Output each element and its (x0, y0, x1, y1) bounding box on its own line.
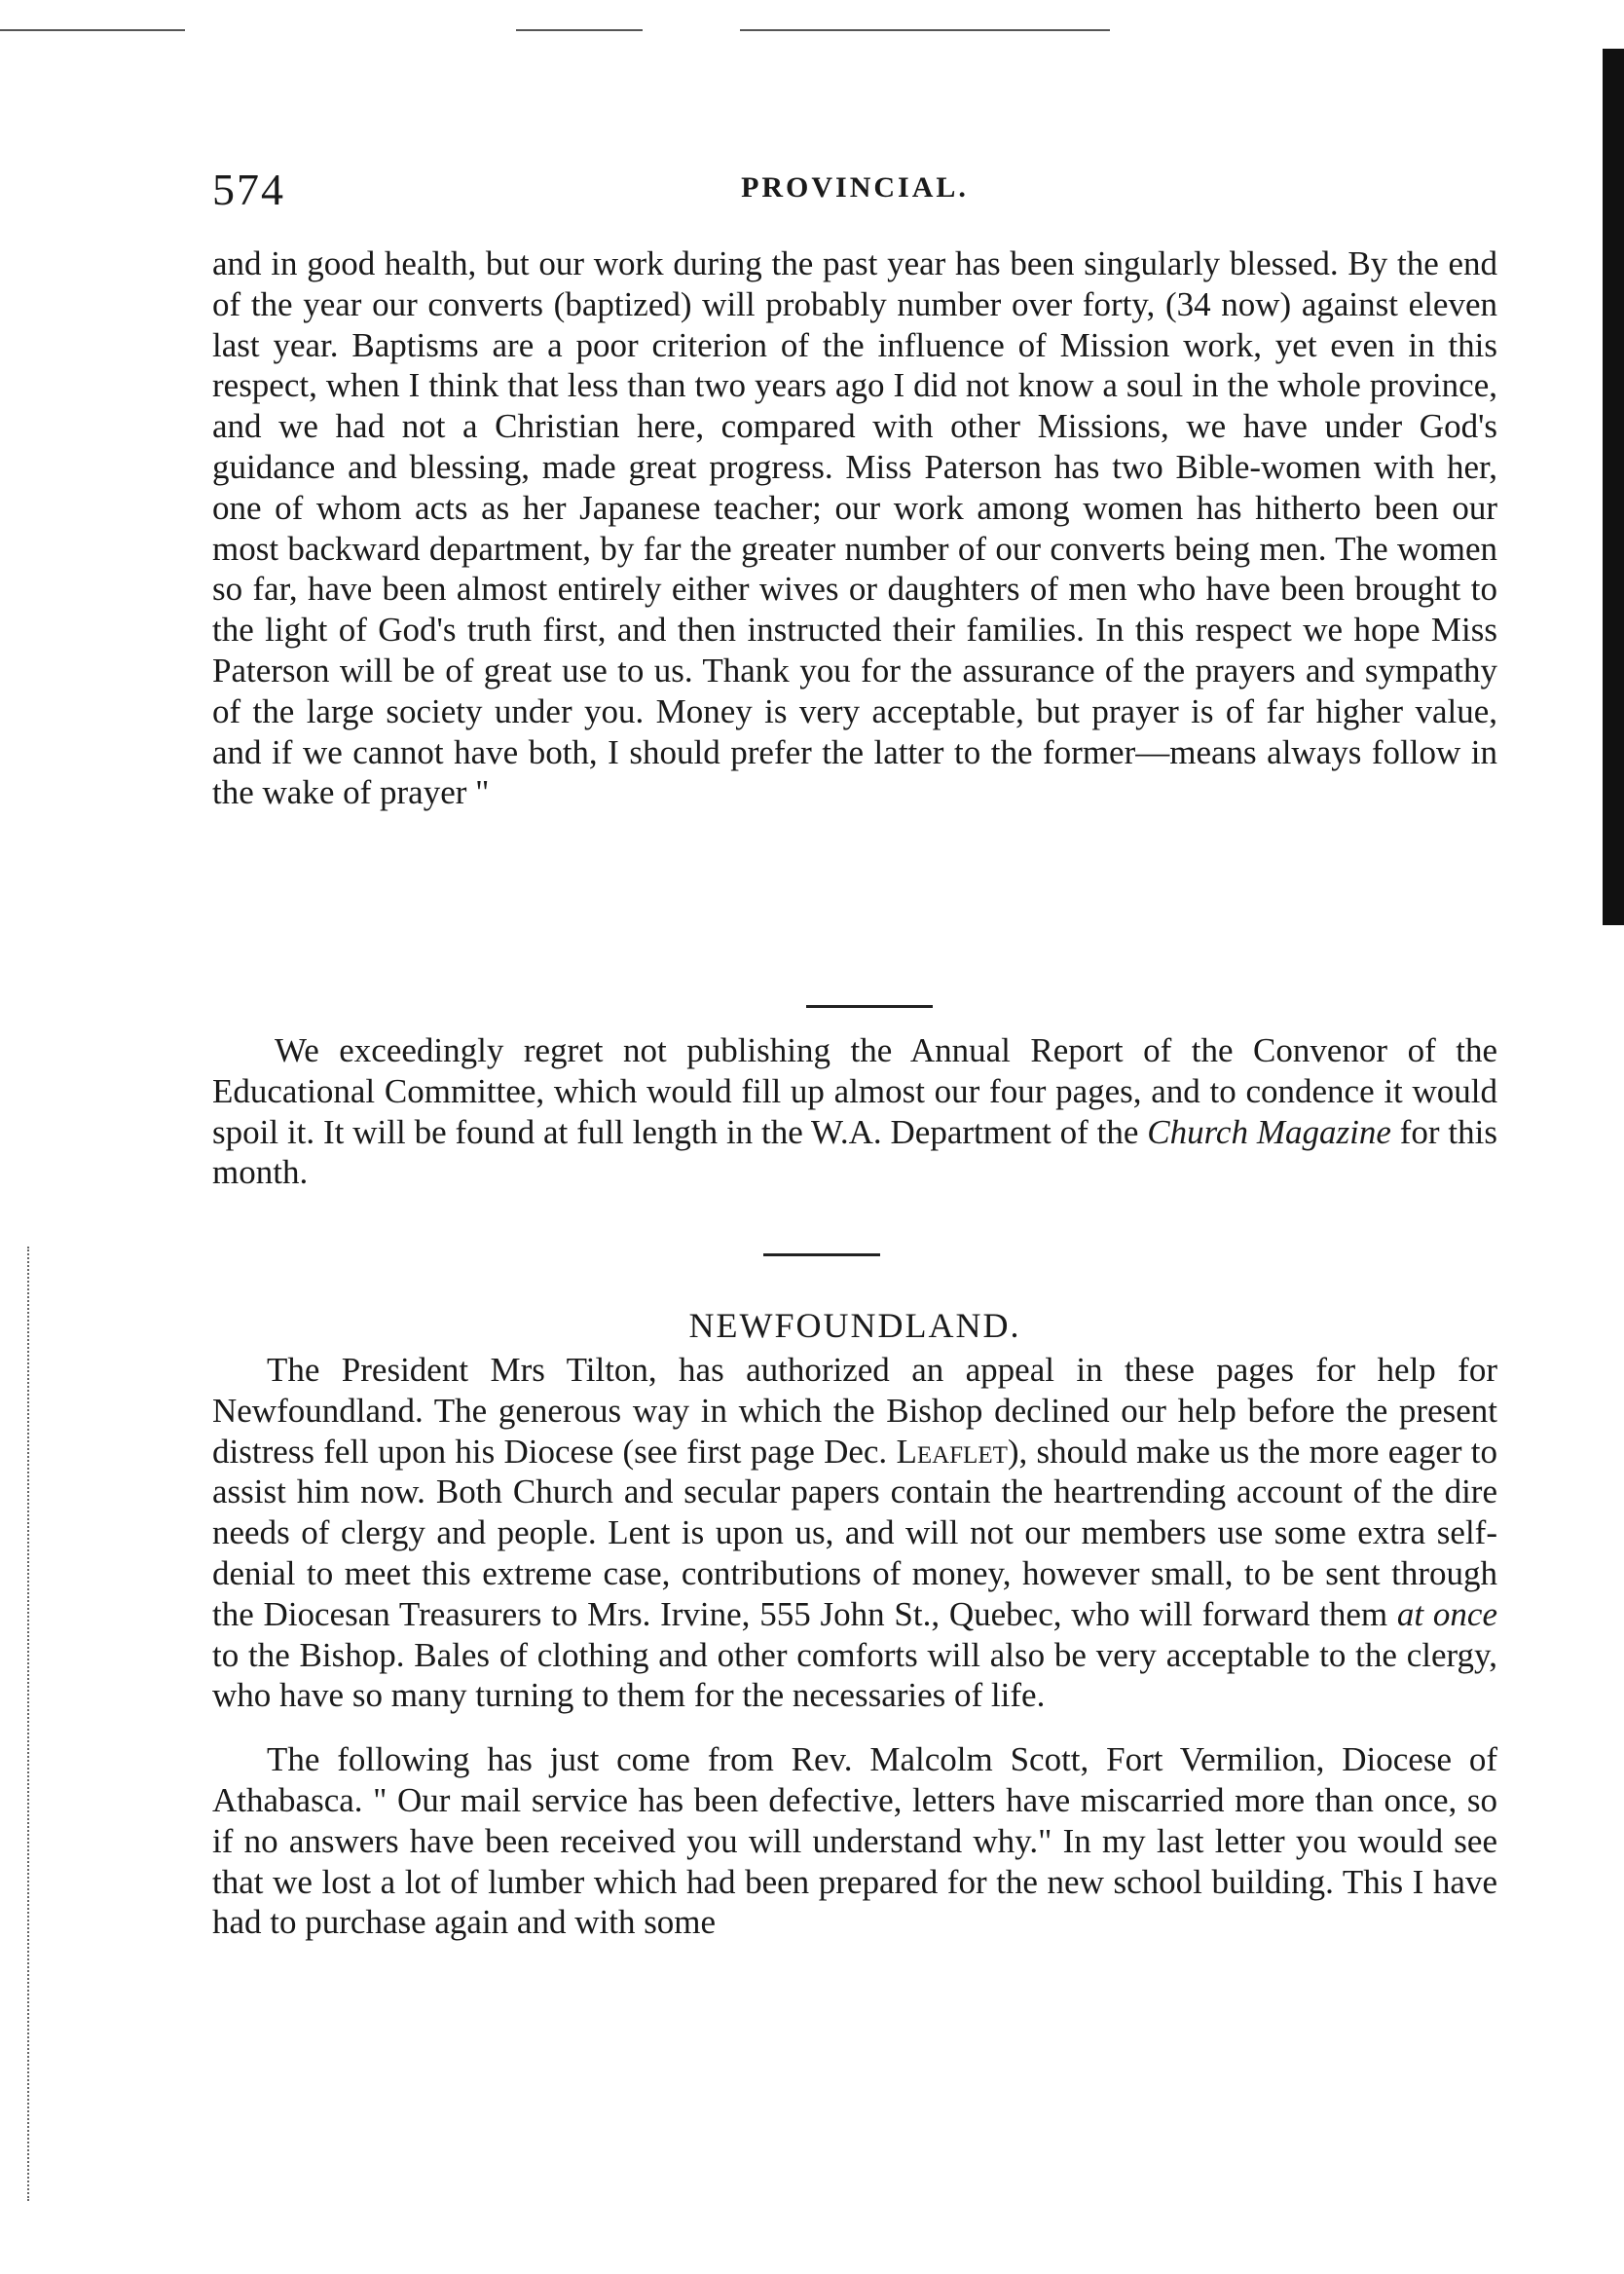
editorial-text-after: for this month. (212, 1112, 1497, 1192)
page-number: 574 (212, 165, 285, 214)
section-separator (806, 1005, 933, 1008)
running-head: PROVINCIAL. (741, 171, 969, 204)
at-once-emphasis: at once (1396, 1594, 1497, 1633)
letter-continuation (212, 243, 1497, 813)
section-heading: NEWFOUNDLAND. (688, 1306, 1021, 1345)
letter-paragraph: and in good health, but our work during the past year has been singularly blessed. By the end of the year our converts (baptized) will probably number over forty, (34 now) against eleven last year. Baptisms are a poor criterion of the influence of Mission work, yet even in this respect, when I think that less than two years ago I did not know a soul in the whole province, and we had not a Christian here, compared with other Missions, we have under God's guidance and blessing, made great progress. Miss Paterson has two Bible-women with her, one of whom acts as her Japanese teacher; our work among women has hitherto been our most backward department, by far the greater number of our converts being men. The women so far, have been almost entirely either wives or daughters of men who have been brought to the light of God's truth first, and then instructed their families. In this respect we hope Miss Paterson will be of great use to us. Thank you for the assurance of the prayers and sympathy of the large society under you. Money is very acceptable, but prayer is of far higher value, and if we cannot have both, I should prefer the latter to the former—means always follow in the wake of prayer " (212, 244, 1497, 812)
scan-top-rule (740, 29, 1110, 31)
appeal-text-a: The President Mrs Tilton, has authorized an appeal in these pages for help for Newfoundland. The generous way in which the Bishop declined our help before the present distress fell upon his Diocese (see first page Dec. (212, 1351, 1497, 1471)
scan-top-rule (516, 29, 643, 31)
appeal-text-b: ), should make us the more eager to assist him now. Both Church and secular papers contain the heartrending account of the dire needs of clergy and people. Lent is upon us, and will not our members use some extra self-denial to meet this extreme case, contributions of money, however small, to be sent through the Diocesan Treasurers to Mrs. Irvine, 555 John St., Quebec, who will forward them (212, 1432, 1497, 1633)
editorial-text-before: We exceedingly regret not publishing the Annual Report of the Convenor of the Educational Committee, which would fill up almost our four pages, and to condence it would spoil it. It will be found at full length in the W.A. Department of the (212, 1031, 1497, 1151)
editorial-note (212, 1030, 1497, 1193)
editorial-paragraph (212, 1030, 1497, 1193)
scan-top-rule (0, 29, 185, 31)
section-separator (763, 1253, 880, 1256)
scan-edge-bar (1603, 49, 1624, 925)
newfoundland-paragraph-2: The following has just come from Rev. Malcolm Scott, Fort Vermilion, Diocese of Athabasca. " Our mail service has been defective, letters have miscarried more than once, so if no answers have been received you will understand why." In my last letter you would see that we lost a lot of lumber which had been prepared for the new school building. This I have had to purchase again and with some (212, 1740, 1497, 1942)
page-header (212, 164, 1497, 212)
leaflet-reference: Leaflet (896, 1432, 1008, 1471)
scan-margin-marks (27, 1247, 43, 2201)
appeal-text-c: to the Bishop. Bales of clothing and other comforts will also be very acceptable to the clergy, who have so many turning to them for the necessaries of life. (212, 1635, 1497, 1715)
magazine-title: Church Magazine (1147, 1112, 1391, 1151)
newfoundland-paragraph-1 (212, 1350, 1497, 1716)
newfoundland-section (212, 1305, 1497, 1943)
